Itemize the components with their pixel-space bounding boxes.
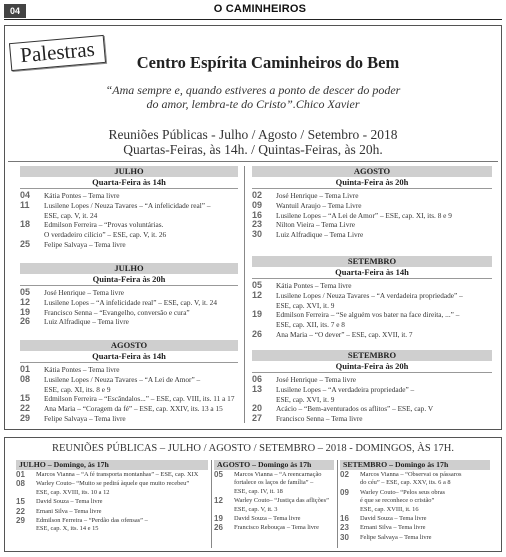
sunday-julho <box>16 460 208 534</box>
top-rule <box>4 19 502 20</box>
month-header: AGOSTO <box>252 166 492 177</box>
schedule-subheader: Quarta-Feira às 14h <box>252 267 492 279</box>
reunioes-line-2: Quartas-Feiras, às 14h. / Quintas-Feiras, às 20h. <box>123 142 383 157</box>
schedule-subheader: Quarta-Feira às 14h <box>20 177 238 189</box>
lecture-text: Ernani Silva – Tema livre <box>36 507 102 515</box>
schedule-subheader: Quinta-Feira às 20h <box>20 274 238 286</box>
lecture-text-continued: é que se reconhece o cristão” <box>360 497 435 505</box>
date-number: 29 <box>20 412 31 423</box>
lecture-text: Wantuil Araujo – Tema Livre <box>276 200 362 210</box>
lecture-text: José Henrique – Tema livre <box>276 375 357 384</box>
lecture-text-continued: ESE, cap. XII, its. 7 e 8 <box>276 320 345 330</box>
lecture-text: Felipe Salvaya – Tema livre <box>44 413 126 423</box>
schedule-row <box>16 517 208 525</box>
separator <box>8 161 498 162</box>
page-number: 04 <box>4 4 26 18</box>
quote-line-2: do amor, lembra-te do Cristo”.Chico Xavier <box>146 97 360 111</box>
block-setembro-quinta <box>252 350 492 424</box>
page-title: Centro Espírita Caminheiros do Bem <box>136 53 400 72</box>
date-number: 29 <box>16 516 25 526</box>
date-number: 08 <box>16 479 25 489</box>
lecture-text-continued: ESE, cap. X, its. 14 e 15 <box>36 525 99 533</box>
lecture-text: Felipe Salvaya – Tema livre <box>44 239 126 249</box>
date-number: 20 <box>252 403 263 414</box>
lecture-text-continued: ESE, cap. XVI, it. 9 <box>276 394 335 404</box>
date-number: 04 <box>20 190 31 200</box>
sunday-month-header: JULHO – Domingo, às 17h <box>16 460 208 470</box>
lecture-text: Nilton Vieira – Tema Livre <box>276 220 356 230</box>
date-number: 02 <box>340 470 349 479</box>
date-number: 06 <box>252 374 263 384</box>
lecture-text-continued: ESE, cap. XVI, it. 9 <box>276 300 335 310</box>
schedule-row <box>252 201 492 211</box>
date-number: 18 <box>20 219 31 230</box>
sunday-divider-1 <box>211 460 212 548</box>
lecture-text-continued: ESE, cap. XI, its. 8 e 9 <box>44 384 111 394</box>
lecture-text: Ernani Silva – Tema livre <box>360 524 426 532</box>
schedule-row <box>252 211 492 221</box>
lecture-text-continued: ESE, cap. V, it. 24 <box>44 210 98 220</box>
lecture-text-continued: do céu” – ESE, cap. XXV, its. 6 a 8 <box>360 479 451 487</box>
lecture-text-continued: ESE, cap. XVIII, it. 16 <box>360 505 419 513</box>
lecture-text: Lusilene Lopes – “A verdadeira propriedade” – <box>276 384 415 394</box>
date-number: 13 <box>252 383 263 394</box>
lecture-text: Edmilson Ferreira – “Provas voluntárias. <box>44 220 164 230</box>
date-number: 19 <box>214 514 223 524</box>
date-number: 05 <box>252 280 263 290</box>
lecture-text: Lusilene Lopes / Neuza Tavares – “A Lei de Amor” – <box>44 374 201 384</box>
schedule-subheader: Quinta-Feira às 20h <box>252 177 492 189</box>
lecture-text: Luiz Alfradique – Tema Livre <box>276 230 364 240</box>
lecture-text: David Souza – Tema livre <box>360 515 427 523</box>
date-number: 02 <box>252 190 263 200</box>
date-number: 09 <box>340 487 349 497</box>
schedule-row <box>20 288 238 298</box>
schedule-row <box>252 330 492 340</box>
date-number: 22 <box>20 403 31 414</box>
column-divider <box>244 166 245 423</box>
schedule-row <box>214 524 334 532</box>
schedule-row <box>252 385 492 395</box>
section-tag: Palestras <box>9 35 106 71</box>
reunioes-line-1: Reuniões Públicas - Julho / Agosto / Setembro - 2018 <box>108 127 398 142</box>
date-number: 15 <box>16 497 25 507</box>
date-number: 23 <box>340 523 349 533</box>
date-number: 12 <box>214 496 223 506</box>
lecture-text: Warley Couto– “Pelos seus obras <box>360 488 446 496</box>
quote <box>40 83 466 111</box>
schedule-row <box>252 191 492 201</box>
lecture-text-continued: ESE, cap. V, it. 3 <box>234 505 278 513</box>
lecture-text: Francisco Rebouças – Tema livre <box>234 524 319 532</box>
schedule-row <box>252 414 492 424</box>
sunday-month-header: SETEMBRO – Domingo às 17h <box>340 460 490 470</box>
schedule-row <box>252 404 492 414</box>
date-number: 05 <box>20 287 31 297</box>
block-setembro-quarta <box>252 256 492 340</box>
schedule-row <box>20 308 238 318</box>
schedule-row <box>252 281 492 291</box>
lecture-text: Felipe Salvaya – Tema livre <box>360 533 432 541</box>
lecture-text: Kátia Pontes – Tema livre <box>44 191 120 200</box>
date-number: 09 <box>252 199 263 210</box>
lecture-text: Lusilene Lopes / Neuza Tavares – “A infelicidade real” – <box>44 200 211 210</box>
schedule-row <box>340 471 490 479</box>
date-number: 30 <box>252 229 263 240</box>
date-number: 16 <box>252 209 263 220</box>
lecture-text: Edmilson Ferreira – “Se alguém vos bater na face direita, ...” – <box>276 310 460 320</box>
schedule-row <box>16 471 208 479</box>
lecture-text: Francisco Senna – “Evangelho, conversão e cura” <box>44 307 190 317</box>
lecture-text: Ana Maria – “Coragem da fé” – ESE, cap. XXIV, its. 13 a 15 <box>44 404 223 414</box>
schedule-row <box>252 310 492 320</box>
schedule-row <box>16 480 208 488</box>
schedule-row <box>214 497 334 505</box>
schedule-row <box>252 230 492 240</box>
schedule-subheader: Quinta-Feira às 20h <box>252 361 492 373</box>
date-number: 12 <box>252 289 263 300</box>
sunday-agosto <box>214 460 334 533</box>
lecture-text: Marcos Vianna – “Observai os pássaros <box>360 471 462 478</box>
lecture-text: Lusilene Lopes – “A infelicidade real” – ESE, cap. V, it. 24 <box>44 297 217 307</box>
masthead: O CAMINHEIROS <box>213 3 307 15</box>
schedule-row <box>252 291 492 301</box>
date-number: 19 <box>20 306 31 317</box>
date-number: 01 <box>16 470 25 479</box>
reunioes-domingo-heading: REUNIÕES PÚBLICAS – JULHO / AGOSTO / SETEMBRO – 2018 - DOMINGOS, ÀS 17H. <box>51 443 455 454</box>
schedule-row <box>20 220 238 230</box>
sunday-setembro <box>340 460 490 542</box>
lecture-text: Warley Couto– “Justiça das aflições” <box>234 497 329 505</box>
lecture-text-continued: ESE, cap. XVIII, its. 10 a 12 <box>36 488 110 496</box>
schedule-row <box>16 508 208 516</box>
sunday-divider-2 <box>337 460 338 548</box>
lecture-text: Edmilson Ferreira – “Escândalos...” – ESE, cap. VIII, its. 11 a 17 <box>44 394 235 404</box>
schedule-row <box>20 317 238 327</box>
schedule-row <box>20 201 238 211</box>
lecture-text: Marcos Vianna – “A reencarnação <box>234 471 322 478</box>
month-header: SETEMBRO <box>252 256 492 267</box>
lecture-text: Kátia Pontes – Tema livre <box>276 281 352 290</box>
block-julho-quinta <box>20 263 238 327</box>
lecture-text: Edmilson Ferreira – “Perdão das ofensas” – <box>36 517 148 525</box>
quote-line-1: “Ama sempre e, quando estiveres a ponto de descer do poder <box>105 83 401 97</box>
date-number: 27 <box>252 413 263 424</box>
lecture-text: José Henrique – Tema livre <box>44 288 125 297</box>
lecture-text: David Souza – Tema livre <box>36 498 103 506</box>
schedule-row <box>340 534 490 542</box>
date-number: 26 <box>252 328 263 339</box>
schedule-row <box>214 515 334 523</box>
sunday-month-header: AGOSTO – Domingo às 17h <box>214 460 334 470</box>
date-number: 19 <box>252 309 263 320</box>
schedule-row <box>20 191 238 201</box>
month-header: AGOSTO <box>20 340 238 351</box>
date-number: 11 <box>20 199 30 210</box>
date-number: 15 <box>20 393 31 404</box>
schedule-row <box>20 414 238 424</box>
lecture-text-continued: fortalece os laços de família” – <box>234 479 314 487</box>
month-header: SETEMBRO <box>252 350 492 361</box>
lecture-text: Ana Maria – “O dever” – ESE, cap. XVII, it. 7 <box>276 329 413 339</box>
schedule-row <box>252 375 492 385</box>
schedule-row <box>20 240 238 250</box>
schedule-row <box>340 515 490 523</box>
date-number: 23 <box>252 219 263 230</box>
schedule-subheader: Quarta-Feira às 14h <box>20 351 238 363</box>
schedule-row <box>252 220 492 230</box>
schedule-row <box>20 375 238 385</box>
date-number: 08 <box>20 373 31 384</box>
schedule-row <box>214 471 334 479</box>
date-number: 26 <box>214 523 223 533</box>
lecture-text: Francisco Senna – Tema livre <box>276 414 363 424</box>
date-number: 05 <box>214 470 223 479</box>
date-number: 16 <box>340 514 349 524</box>
lecture-text: Luiz Alfradique – Tema livre <box>44 317 129 327</box>
month-header: JULHO <box>20 263 238 274</box>
date-number: 26 <box>20 316 31 327</box>
reunioes-heading <box>0 127 506 157</box>
date-number: 22 <box>16 506 25 516</box>
lecture-text: Lusilene Lopes / Neuza Tavares – “A verdadeira propriedade” – <box>276 290 463 300</box>
block-agosto-quarta <box>20 340 238 424</box>
lecture-text: David Souza – Tema livre <box>234 515 301 523</box>
lecture-text: Marcos Vianna – “A fé transporta montanhas” – ESE, cap. XIX <box>36 471 199 478</box>
schedule-row <box>340 524 490 532</box>
lecture-text: Kátia Pontes – Tema livre <box>44 365 120 374</box>
schedule-row <box>20 404 238 414</box>
schedule-row <box>20 365 238 375</box>
schedule-row <box>20 394 238 404</box>
schedule-row <box>16 498 208 506</box>
block-agosto-quinta <box>252 166 492 240</box>
lecture-text-continued: O verdadeiro cilício” – ESE, cap. V, it. 26 <box>44 230 167 240</box>
lecture-text: José Henrique – Tema Livre <box>276 191 359 200</box>
date-number: 12 <box>20 296 31 307</box>
lecture-text: Acácio – “Bem-aventurados os aflitos” – ESE, cap. V <box>276 404 434 414</box>
date-number: 25 <box>20 238 31 249</box>
schedule-row <box>20 298 238 308</box>
lecture-text-continued: ESE, cap. IV, it. 18 <box>234 487 283 495</box>
lecture-text: Warley Couto– “Muito se pedirá àquele que muito recebeu” <box>36 480 190 488</box>
block-julho-quarta <box>20 166 238 250</box>
lecture-text: Lusilene Lopes – “A Lei de Amor” – ESE, cap. XI, its. 8 e 9 <box>276 210 452 220</box>
date-number: 30 <box>340 532 349 542</box>
schedule-row <box>340 489 490 497</box>
date-number: 01 <box>20 364 31 374</box>
month-header: JULHO <box>20 166 238 177</box>
